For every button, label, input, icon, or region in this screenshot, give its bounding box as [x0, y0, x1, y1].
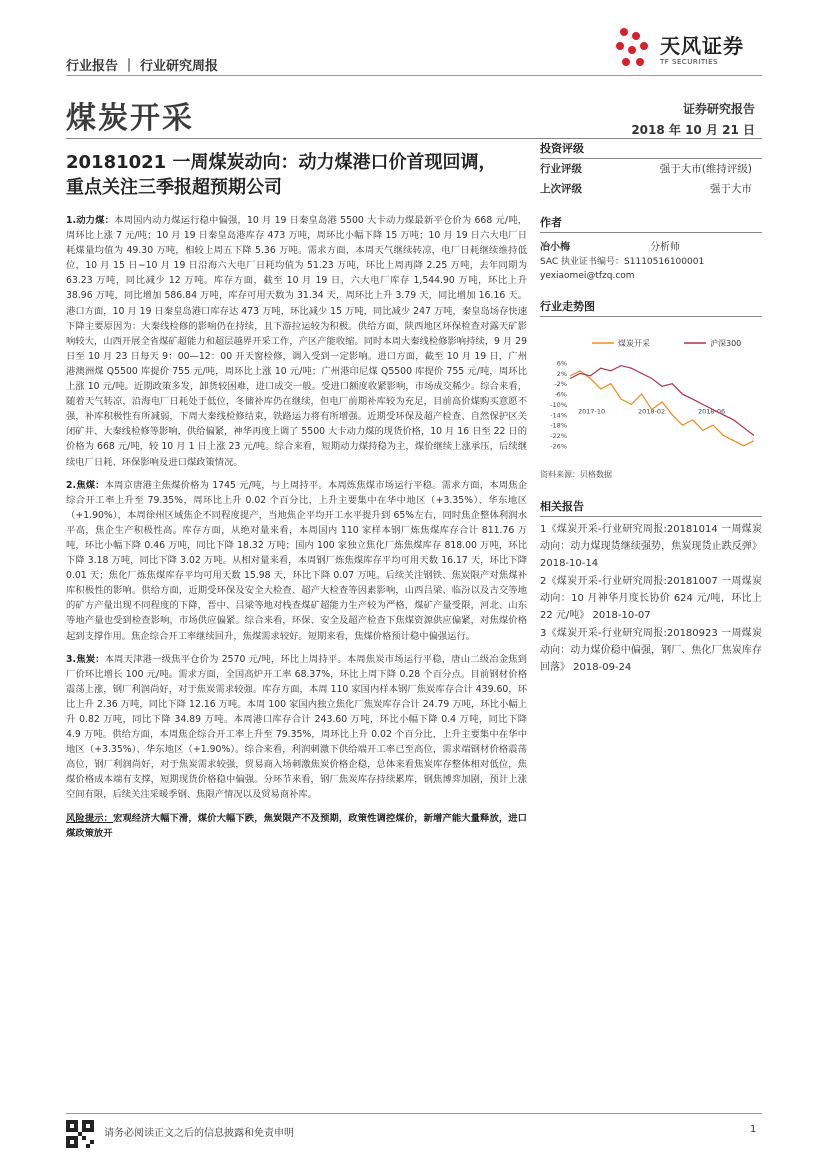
industry-name: 煤炭开采	[66, 101, 194, 136]
author-name: 冶小梅	[540, 242, 570, 253]
author-heading: 作者	[540, 214, 762, 233]
report-body	[66, 213, 527, 849]
previous-rating-value: 强于大市	[710, 183, 752, 195]
page-number: 1	[750, 1124, 757, 1135]
report-title	[66, 150, 526, 200]
y-tick-label: -18%	[550, 421, 567, 430]
paragraph-lead: 1.动力煤：	[66, 215, 115, 226]
paragraph-lead: 3.焦炭：	[66, 653, 105, 665]
paragraph-lead: 2.焦煤：	[66, 479, 105, 491]
report-category: 行业报告 ｜ 行业研究周报	[66, 59, 219, 74]
paragraph-text: 本周天津港一级焦平仓价为 2570 元/吨，环比上周持平。本周焦炭市场运行平稳，唐山二级冶金焦到厂价环比增长 100 元/吨。需求方面，全国高炉开工率 68.37%，环比上周下降 0.28 个百分点。目前钢材价格震荡上涨，钢厂利润尚好，对于焦炭需求较强。库存方面，本周 110 家国内样本钢厂焦炭库存合计 439.60，环比上升 2.36 万吨，同比下降 12.16 万吨。本周 100 家国内独立焦化厂焦炭库存合计 24.79 万吨，环比小幅上升 0.82 万吨，同比下降 34.89 万吨。本周港口库存合计 243.60 万吨，环比小幅下降 0.4 万吨，同比下降 4.9 万吨。供给方面，本周焦企综合开工率上升至 79.35%，周环比上升 0.02 个百分比，上升主要集中在华中地区（+3.35%）、华东地区（+1.90%）。综合来看，利润刺激下供给端开工率已至高位，需求端钢材价格震荡高位，钢厂利润尚好，对于焦炭需求较强，贸易商入场刺激焦炭价格企稳，总体来看焦炭库存整体相对低位，焦煤价格成本端有支撑，短期现货价格稳中偏强。分环节来看，钢厂焦炭库存持续累库，钢焦博弈加剧，预计上涨空间有限，后续关注采暖季钢、焦限产情况以及贸易商补库。	[66, 653, 527, 801]
paragraph-lead: 风险提示：	[66, 812, 114, 824]
related-heading: 相关报告	[540, 498, 762, 517]
y-tick-label: 6%	[556, 359, 567, 368]
paragraph-coke	[66, 652, 527, 803]
company-logo	[608, 22, 768, 74]
related-report-item[interactable]: 2《煤炭开采-行业研究周报:20181007 一周煤炭动向：10 月神华月度长协价 624 元/吨，环比上 22 元/吨》 2018-10-07	[540, 576, 762, 621]
previous-rating-row	[540, 179, 762, 199]
related-report-item[interactable]: 3《煤炭开采-行业研究周报:20180923 一周煤炭动向：动力煤价稳中偏强，钢厂、焦化厂焦炭库存回落》 2018-09-24	[540, 628, 762, 673]
legend-label: 沪深300	[710, 339, 742, 348]
paragraph-text: 本周京唐港主焦煤价格为 1745 元/吨，与上周持平。本周炼焦煤市场运行平稳。需求方面，本周焦企综合开工率上升至 79.35%，周环比上升 0.02 个百分比，上升主要集中在华中地区（+3.35%）、华东地区（+1.90%），本周徐州区域焦企不同程度提产，当地焦企平均开工水平提升到 65%左右，同时焦企整体利润水平高，焦企生产积极性高。库存方面，从绝对量来看，本周国内 110 家样本钢厂炼焦煤库存合计 811.76 万吨，环比小幅下降 0.46 万吨，同比下降 18.32 万吨；国内 100 家独立焦化厂炼焦煤库存 818.00 万吨，环比下降 3.18 万吨，同比下降 3.02 万吨。从相对量来看，本周钢厂炼焦煤库存平均可用天数 16.17 天，环比下降 0.01 天；焦化厂炼焦煤库存平均可用天数 15.98 天，环比下降 0.07 万吨。后续关注钢铁、焦炭限产对焦煤补库积极性的影响。供给方面，近期受环保及安全大检查、超产大检查等因素影响，山西吕梁、临汾以及古交等地的矿方产量出现不同程度的下降，晋中、吕梁等地对栈查煤矿超能力生产较为严格，煤矿产量受限，河北、山东等地产量也受到检查影响，市场供应偏紧。综合来看，环保、安全及超产检查下焦煤资源供应偏紧，对焦煤价格起到支撑作用。焦企综合开工率继续回升，焦煤需求较好。短期来看，焦煤价格预计稳中偏强运行。	[66, 479, 527, 642]
paragraph-text: 本周国内动力煤运行稳中偏强，10 月 19 日秦皇岛港 5500 大卡动力煤最新平仓价为 668 元/吨，周环比上涨 7 元/吨；10 月 19 日秦皇岛港库存 473 万吨，周环比小幅下降 15 万吨；10 月 19 日六大电厂日耗煤量均值为 49.30 万吨，相较上周五下降 5.36 万吨。需求方面，本周天气继续转凉，电厂日耗继续维持低位，10 月 15 日−10 月 19 日沿海六大电厂日耗均值为 51.23 万吨，环比上周再降 2.25 万吨，去年同期为 63.23 万吨，同比减少 12 万吨。库存方面，截至 10 月 19 日，六大电厂库存 1,544.90 万吨，环比上升 38.96 万吨，同比增加 586.84 万吨，库存可用天数为 31.34 天，周环比上升 3.79 天，同比增加 16.16 天。港口方面，10 月 19 日秦皇岛港口库存达 473 万吨，环比减少 15 万吨，同比减少 247 万吨，秦皇岛场存快速下降主要原因为：大秦线检修的影响仍在持续，且下游拉运较为积极。供给方面，陕西地区环保检查对露天矿影响较大，山西开展全省煤矿超能力和超层越界开采工作，产区产能收缩。同时本周大秦线检修影响持续，9 月 29 日至 10 月 23 日每天 9：00—12：00 开天窗检修，调入受到一定影响。进口方面，截至 10 月 19 日，广州港澳洲煤 Q5500 库提价 755 元/吨，周环比上涨 10 元/吨；广州港印尼煤 Q5500 库提价 755 元/吨，周环比上涨 10 元/吨。近期政策多发，卸货较困难，进口成交一般。受进口额度收紧影响，市场成交稀少。综合来看，随着天气转凉，沿海电厂日耗处于低位，冬储补库仍在继续，但电厂前期补库较为充足，目前高价煤购买意愿不强，补库积极性有所减弱，下周大秦线检修结束，铁路运力将有所增强。近期受环保及超产检查、自然保护区关闭矿井、大秦线检修等影响，供给偏紧，神华再度上调了 5500 大卡动力煤的现货价格，10 月 16 日至 22 日的价格为 668 元/吨，较 10 月 1 日上涨 23 元/吨。综合来看，短期动力煤持稳为主，煤价继续上涨承压，后续继续电厂日耗、环保影响及进口煤政策情况。	[66, 215, 528, 468]
rating-heading: 投资评级	[540, 140, 762, 159]
related-report-item[interactable]: 1《煤炭开采-行业研究周报:20181014 一周煤炭动向：动力煤现货继续强势，焦炭现货止跌反弹》 2018-10-14	[540, 524, 762, 569]
x-tick-label: 2018-06	[698, 407, 726, 416]
chart-source: 资料来源：贝格数据	[540, 470, 612, 479]
y-tick-label: -10%	[550, 400, 567, 409]
previous-rating-label: 上次评级	[540, 183, 582, 195]
logo-subtitle: TF SECURITIES	[660, 58, 719, 66]
industry-trend-chart	[540, 315, 762, 455]
header-divider	[66, 75, 762, 76]
y-tick-label: -6%	[554, 390, 567, 399]
author-role: 分析师	[650, 242, 680, 253]
author-name-row	[540, 241, 762, 255]
series-line	[570, 366, 754, 436]
x-tick-label: 2018-02	[638, 407, 666, 416]
author-license: SAC 执业证书编号：S1110516100001	[540, 257, 705, 267]
title-divider	[66, 138, 762, 139]
y-tick-label: -26%	[550, 442, 567, 451]
paragraph-thermal-coal	[66, 213, 527, 470]
risk-text: 宏观经济大幅下滑，煤价大幅下跌，焦炭限产不及预期，政策性调控煤价，新增产能大量释放，进口煤政策放开	[66, 812, 527, 839]
title-line-2: 重点关注三季报超预期公司	[66, 177, 282, 198]
report-date: 2018 年 10 月 21 日	[631, 123, 755, 137]
footer-divider	[66, 1113, 762, 1114]
x-tick-label: 2017-10	[578, 407, 606, 416]
footer-disclaimer[interactable]: 请务必阅读正文之后的信息披露和免责申明	[104, 1128, 294, 1139]
industry-rating-label: 行业评级	[540, 163, 582, 175]
paragraph-risk	[66, 811, 527, 841]
y-tick-label: -22%	[550, 431, 567, 440]
rating-section	[540, 140, 762, 199]
paragraph-coking-coal	[66, 478, 527, 644]
related-list	[540, 521, 762, 676]
logo-mark-icon	[612, 24, 656, 72]
industry-rating-value: 强于大市(维持评级)	[659, 163, 752, 175]
related-section	[540, 498, 762, 677]
qr-code-icon	[66, 1120, 94, 1148]
logo-name: 天风证券	[660, 34, 744, 58]
chart-heading: 行业走势图	[540, 298, 762, 317]
y-tick-label: -2%	[554, 380, 567, 389]
title-line-1: 20181021 一周煤炭动向：动力煤港口价首现回调，	[66, 152, 497, 173]
author-email[interactable]: yexiaomei@tfzq.com	[540, 271, 635, 281]
legend-label: 煤炭开采	[618, 339, 650, 348]
author-section	[540, 214, 762, 283]
y-tick-label: 2%	[556, 369, 567, 378]
industry-rating-row	[540, 159, 762, 179]
report-type: 证券研究报告	[682, 102, 755, 116]
y-tick-label: -14%	[550, 411, 567, 420]
